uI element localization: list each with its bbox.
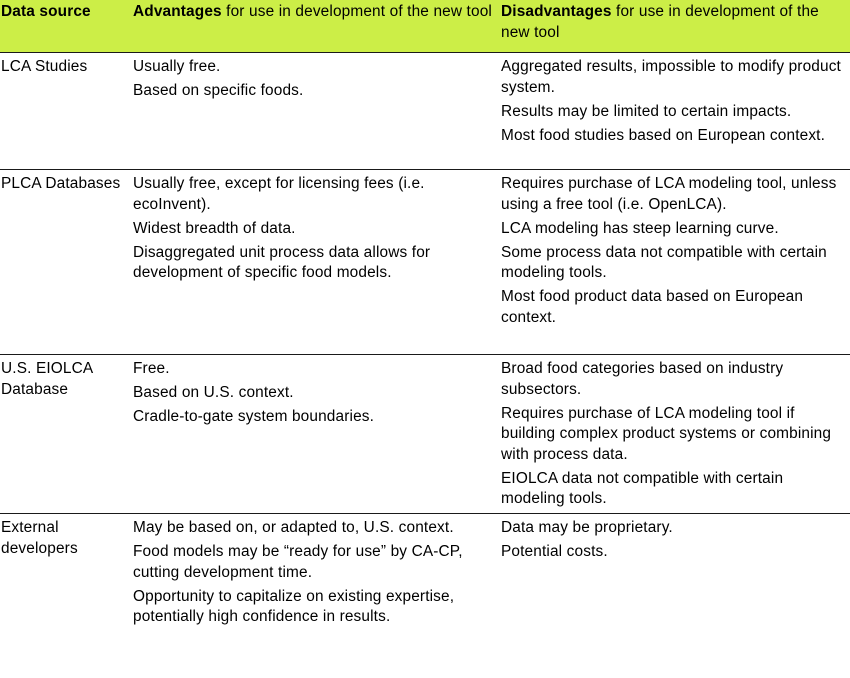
row-source: U.S. EIOLCA Database bbox=[0, 355, 128, 514]
row-disadvantages bbox=[497, 514, 850, 678]
header-disadvantages: Disadvantages for use in development of the new tool bbox=[497, 0, 850, 53]
advantage-item: May be based on, or adapted to, U.S. context. bbox=[133, 518, 495, 539]
row-advantages bbox=[128, 514, 497, 678]
advantage-item: Free. bbox=[133, 359, 495, 380]
header-data-source: Data source bbox=[0, 0, 128, 53]
table-body bbox=[0, 53, 850, 678]
advantage-item: Opportunity to capitalize on existing expertise, potentially high confidence in results. bbox=[133, 587, 495, 628]
table-header bbox=[0, 0, 850, 53]
disadvantage-item: LCA modeling has steep learning curve. bbox=[501, 219, 848, 240]
disadvantage-item: Data may be proprietary. bbox=[501, 518, 848, 539]
advantage-item: Based on specific foods. bbox=[133, 81, 495, 102]
advantage-item: Cradle-to-gate system boundaries. bbox=[133, 407, 495, 428]
disadvantage-item: Some process data not compatible with certain modeling tools. bbox=[501, 243, 848, 284]
row-source: External developers bbox=[0, 514, 128, 678]
row-advantages bbox=[128, 170, 497, 355]
row-disadvantages bbox=[497, 170, 850, 355]
disadvantage-item: Results may be limited to certain impacts. bbox=[501, 102, 848, 123]
row-disadvantages bbox=[497, 53, 850, 170]
disadvantage-item: Aggregated results, impossible to modify product system. bbox=[501, 57, 848, 98]
disadvantage-item: Requires purchase of LCA modeling tool, unless using a free tool (i.e. OpenLCA). bbox=[501, 174, 848, 215]
advantage-item: Usually free. bbox=[133, 57, 495, 78]
row-advantages bbox=[128, 53, 497, 170]
table-row bbox=[0, 53, 850, 170]
disadvantage-item: Most food studies based on European context. bbox=[501, 126, 848, 147]
disadvantage-item: Broad food categories based on industry subsectors. bbox=[501, 359, 848, 400]
advantage-item: Food models may be “ready for use” by CA-CP, cutting development time. bbox=[133, 542, 495, 583]
row-disadvantages bbox=[497, 355, 850, 514]
disadvantage-item: Most food product data based on European context. bbox=[501, 287, 848, 328]
advantage-item: Usually free, except for licensing fees (i.e. ecoInvent). bbox=[133, 174, 495, 215]
header-row bbox=[0, 0, 850, 53]
table-row bbox=[0, 170, 850, 355]
row-source: PLCA Databases bbox=[0, 170, 128, 355]
advantage-item: Based on U.S. context. bbox=[133, 383, 495, 404]
row-source: LCA Studies bbox=[0, 53, 128, 170]
table-row bbox=[0, 355, 850, 514]
advantage-item: Disaggregated unit process data allows for development of specific food models. bbox=[133, 243, 495, 284]
table-row bbox=[0, 514, 850, 678]
row-advantages bbox=[128, 355, 497, 514]
disadvantage-item: Potential costs. bbox=[501, 542, 848, 563]
disadvantage-item: Requires purchase of LCA modeling tool if building complex product systems or combining with process data. bbox=[501, 404, 848, 466]
header-advantages: Advantages for use in development of the new tool bbox=[128, 0, 497, 53]
disadvantage-item: EIOLCA data not compatible with certain modeling tools. bbox=[501, 469, 848, 510]
advantage-item: Widest breadth of data. bbox=[133, 219, 495, 240]
